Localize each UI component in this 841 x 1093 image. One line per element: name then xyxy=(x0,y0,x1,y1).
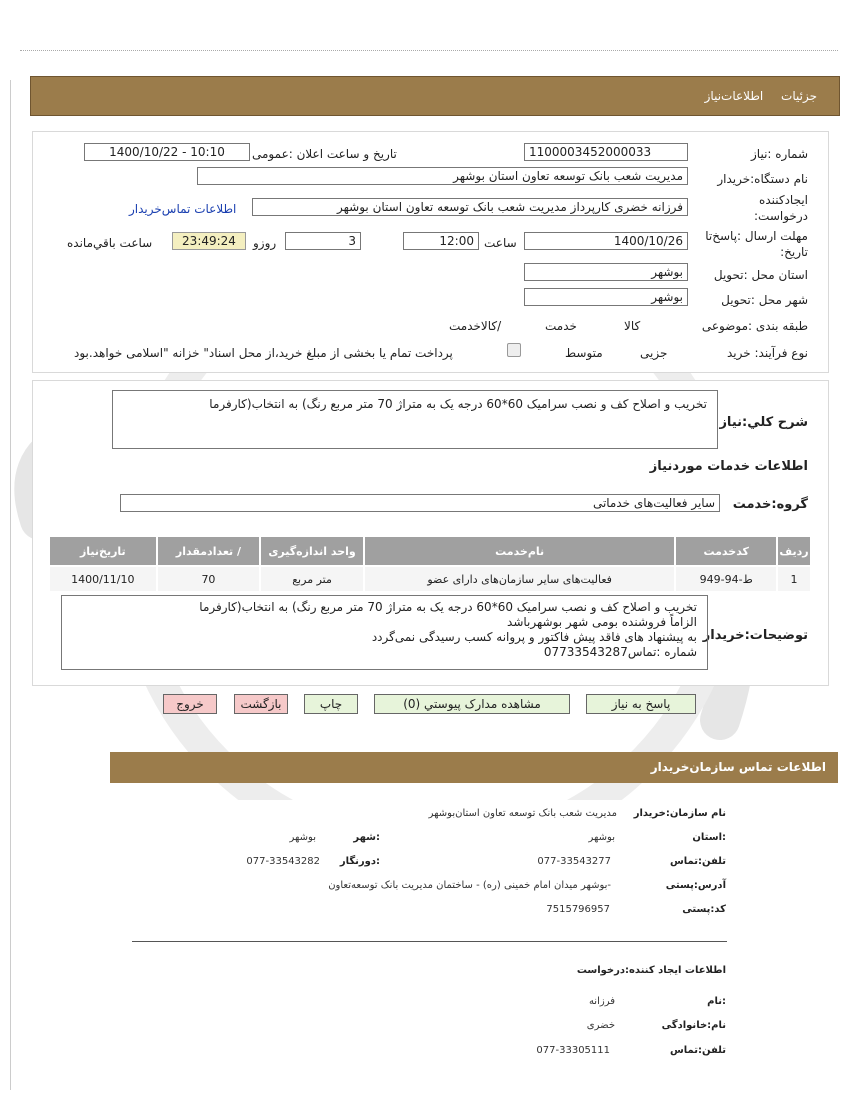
buyer-label: نام دستگاه:خریدار xyxy=(717,172,808,186)
creator-family-value: خضری xyxy=(586,1020,615,1031)
days-field: 3 xyxy=(285,232,361,250)
creator-phone-value: 077-33305111 xyxy=(536,1045,610,1056)
time-label: ساعت xyxy=(484,236,517,250)
deadline-time-field: 12:00 xyxy=(403,232,479,250)
cell-service-name: فعالیت‌های سایر سازمان‌های دارای عضو xyxy=(364,566,676,592)
contact-divider xyxy=(132,941,727,942)
col-need-date: تاریخ‌نیاز xyxy=(49,536,157,566)
category-goods-service-label: /کالاخدمت xyxy=(449,319,502,333)
announce-label: تاریخ و ساعت اعلان :عمومی xyxy=(252,147,397,161)
tab-need-info[interactable]: اطلاعات‌نیاز xyxy=(704,89,764,103)
tab-details[interactable]: جزئیات xyxy=(781,89,817,103)
contact-city-label: :شهر xyxy=(353,832,380,843)
service-group-field: سایر فعالیت‌های خدماتی xyxy=(120,494,720,512)
address-label: آدرس:پستی xyxy=(665,880,726,891)
city-field: بوشهر xyxy=(524,288,688,306)
col-service-code: کدخدمت xyxy=(675,536,777,566)
col-unit: واحد اندازه‌گیری xyxy=(260,536,364,566)
cell-row: 1 xyxy=(777,566,811,592)
buyer-note-line: تخریب و اصلاح کف و نصب سرامیک 60*60 درجه یک به متراژ 70 متر مربع رنگ) به انتخاب(کارفرما xyxy=(199,600,697,614)
creator-name-value: فرزانه xyxy=(588,996,615,1007)
fax-label: :دورنگار xyxy=(339,856,380,867)
process-label: نوع فرآیند: خرید xyxy=(727,346,808,360)
table-header-row xyxy=(49,536,811,566)
days-label: روزو xyxy=(253,236,277,250)
fax-value: 077-33543282 xyxy=(246,856,320,867)
creator-phone-label: تلفن:تماس xyxy=(669,1045,726,1056)
deadline-label-1: مهلت ارسال :پاسخ‌تا xyxy=(705,229,808,243)
header-bar xyxy=(30,76,840,116)
col-row: ردیف xyxy=(777,536,811,566)
cell-need-date: 1400/11/10 xyxy=(49,566,157,592)
buyer-notes-box xyxy=(61,595,708,670)
need-number-field: 1100003452000033 xyxy=(524,143,688,161)
phone-label: تلفن:تماس xyxy=(669,856,726,867)
creator-label-1: ایجادکننده xyxy=(759,193,808,207)
category-label: طبقه بندی :موضوعی xyxy=(701,319,808,333)
deadline-label-2: تاریخ: xyxy=(780,245,808,259)
cell-quantity: 70 xyxy=(157,566,261,592)
services-header: اطلاعات خدمات موردنیاز xyxy=(649,459,808,474)
phone-value: 077-33543277 xyxy=(537,856,611,867)
col-quantity: / تعدادمقدار xyxy=(157,536,261,566)
creator-field: فرزانه خضری کارپرداز مدیریت شعب بانک توسعه تعاون استان بوشهر xyxy=(252,198,688,216)
general-desc-label: شرح کلي:نیاز xyxy=(719,415,808,430)
province-field: بوشهر xyxy=(524,263,688,281)
buyer-contact-link[interactable]: اطلاعات تماس‌خریدار xyxy=(129,202,237,216)
top-divider xyxy=(20,50,838,51)
table-row xyxy=(49,566,811,592)
cell-unit: متر مربع xyxy=(260,566,364,592)
attachments-button[interactable]: مشاهده مدارک پیوستي (0) xyxy=(374,694,570,714)
postal-value: 7515796957 xyxy=(546,904,610,915)
back-button[interactable]: بازگشت xyxy=(234,694,288,714)
deadline-date-field: 1400/10/26 xyxy=(524,232,688,250)
buyer-notes-label: توضیحات:خریدار xyxy=(702,628,808,643)
exit-button[interactable]: خروج xyxy=(163,694,217,714)
left-divider xyxy=(10,80,11,1090)
contact-province-label: :استان xyxy=(692,832,726,843)
buyer-note-line: الزاماً فروشنده بومی شهر بوشهر‌باشد xyxy=(507,615,697,629)
city-label: شهر محل :تحویل xyxy=(721,293,808,307)
services-table xyxy=(48,535,812,593)
contact-province-value: بوشهر xyxy=(588,832,615,843)
process-minor-label: جزیی xyxy=(640,346,668,360)
creator-section-title: اطلاعات ایجاد کننده:درخواست xyxy=(576,965,726,976)
province-label: استان محل :تحویل xyxy=(713,268,808,282)
print-button[interactable]: چاپ xyxy=(304,694,358,714)
col-service-name: نام‌خدمت xyxy=(364,536,676,566)
contact-city-value: بوشهر xyxy=(289,832,316,843)
category-goods-label: کالا xyxy=(624,319,641,333)
treasury-payment-label: پرداخت تمام یا بخشی از مبلغ خرید،از محل اسناد" خزانه "اسلامی خواهد.بود xyxy=(74,346,453,360)
announce-field: 1400/10/22 - 10:10 xyxy=(84,143,250,161)
process-medium-label: متوسط xyxy=(565,346,603,360)
postal-label: کد:پستی xyxy=(682,904,726,915)
need-number-label: شماره :نیاز xyxy=(751,147,808,161)
buyer-note-line: به پیشنهاد های فاقد پیش فاکتور و پروانه کسب رسیدگی نمی‌گردد xyxy=(371,630,697,644)
service-group-label: گروه:خدمت xyxy=(732,497,808,512)
treasury-payment-checkbox[interactable] xyxy=(507,343,521,357)
category-service-label: خدمت xyxy=(545,319,577,333)
creator-name-label: :نام xyxy=(707,996,726,1007)
buyer-note-line: شماره :تماس07733543287 xyxy=(543,645,697,659)
buyer-field: مدیریت شعب بانک توسعه تعاون استان بوشهر xyxy=(197,167,688,185)
respond-button[interactable]: پاسخ به نیاز xyxy=(586,694,696,714)
remaining-time: 23:49:24 xyxy=(172,232,246,250)
contact-section-header xyxy=(110,752,838,783)
creator-family-label: نام:خانوادگی xyxy=(661,1020,726,1031)
remaining-label: ساعت باقي‌مانده xyxy=(67,236,153,250)
org-label: نام سازمان:خریدار xyxy=(633,808,726,819)
cell-service-code: ط-94-949 xyxy=(675,566,777,592)
general-desc-box: تخریب و اصلاح کف و نصب سرامیک 60*60 درجه یک به متراژ 70 متر مربع رنگ) به انتخاب(کارفرما xyxy=(112,390,718,449)
address-value: -بوشهر میدان امام خمینی (ره) - ساختمان مدیریت بانک توسعه‌تعاون xyxy=(328,880,611,891)
org-value: مدیریت شعب بانک توسعه تعاون استان‌بوشهر xyxy=(428,808,617,819)
contact-section-title: اطلاعات تماس سازمان‌خریدار xyxy=(650,760,826,774)
creator-label-2: درخواست: xyxy=(754,209,808,223)
